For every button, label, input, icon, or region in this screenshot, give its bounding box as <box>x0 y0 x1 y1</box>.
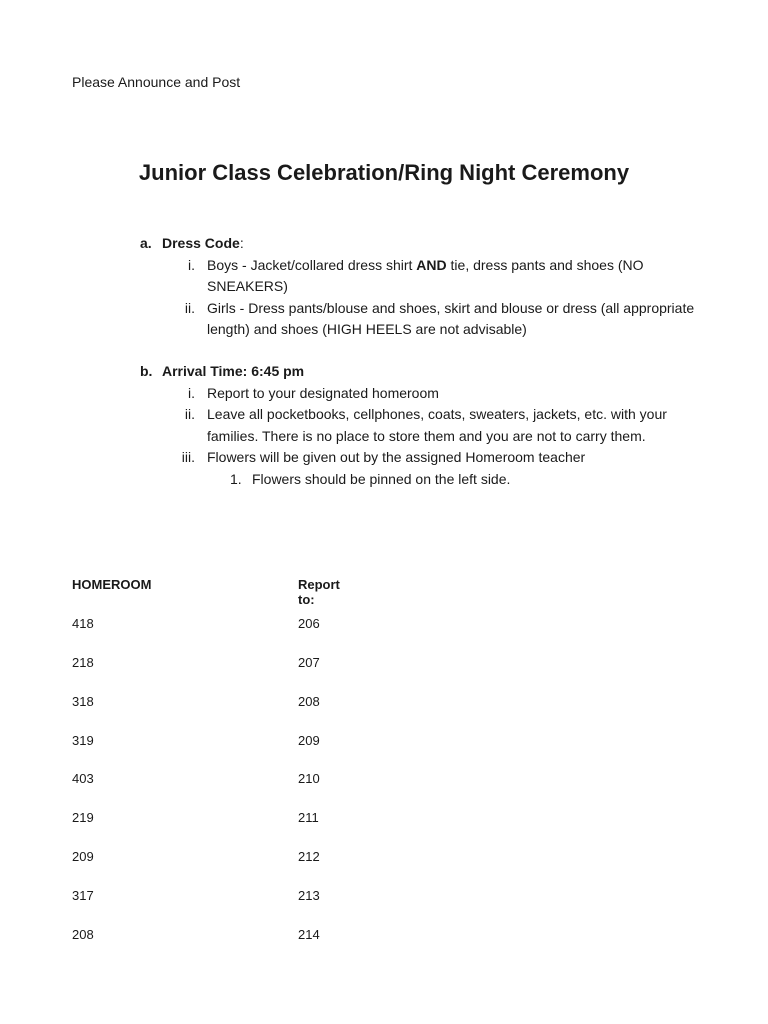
sub-list-marker: 1. <box>230 470 242 487</box>
homeroom-cell: 317 <box>72 888 94 904</box>
section-marker: b. <box>140 363 153 379</box>
homeroom-cell: 208 <box>72 927 94 943</box>
item-text-after: tie, dress pants and shoes (NO SNEAKERS) <box>207 256 644 294</box>
homeroom-cell: 218 <box>72 654 94 670</box>
column-header-report-to: Report to: <box>298 577 340 607</box>
report-to-cell: 213 <box>298 888 320 904</box>
homeroom-cell: 209 <box>72 849 94 865</box>
report-to-cell: 208 <box>298 693 320 709</box>
list-item <box>140 298 700 341</box>
report-to-cell: 209 <box>298 732 320 748</box>
dress-code-section <box>140 233 700 341</box>
section-heading <box>140 361 700 383</box>
item-text-before: Boys - Jacket/collared dress shirt <box>207 256 417 273</box>
section-heading-text: Dress Code <box>162 235 240 251</box>
announce-line: Please Announce and Post <box>72 74 241 90</box>
list-marker: ii. <box>184 299 195 316</box>
document-title: Junior Class Celebration/Ring Night Ceremony <box>138 160 630 185</box>
arrival-time-section <box>140 361 700 490</box>
sub-list-item <box>140 469 700 491</box>
section-heading-suffix: : <box>239 235 244 251</box>
list-item <box>140 255 700 298</box>
item-text: Leave all pocketbooks, cellphones, coats, sweaters, jackets, etc. with your families. There is no place to store them and you are not to carry them. <box>207 406 667 444</box>
homeroom-cell: 418 <box>72 615 94 631</box>
homeroom-cell: 219 <box>72 810 94 826</box>
sub-item-text: Flowers should be pinned on the left side. <box>252 470 511 487</box>
section-heading-text: Arrival Time: 6:45 pm <box>162 363 305 379</box>
list-item <box>140 447 700 469</box>
list-marker: iii. <box>181 449 195 465</box>
report-to-cell: 207 <box>298 654 320 670</box>
list-marker: ii. <box>184 406 195 422</box>
item-text-bold: AND <box>416 256 447 273</box>
report-to-cell: 214 <box>298 927 320 943</box>
homeroom-cell: 318 <box>72 693 94 709</box>
section-heading <box>140 233 700 255</box>
report-to-cell: 210 <box>298 771 320 787</box>
section-marker: a. <box>140 235 152 251</box>
report-to-cell: 211 <box>298 810 319 826</box>
list-marker: i. <box>188 384 195 401</box>
item-text: Flowers will be given out by the assigned Homeroom teacher <box>207 449 586 465</box>
item-text: Girls - Dress pants/blouse and shoes, skirt and blouse or dress (all appropriate length) and shoes (HIGH HEELS are not advisable) <box>207 299 695 337</box>
report-to-cell: 212 <box>298 849 320 865</box>
column-header-homeroom: HOMEROOM <box>72 577 152 592</box>
homeroom-cell: 319 <box>72 732 94 748</box>
item-text: Report to your designated homeroom <box>207 384 439 401</box>
report-to-cell: 206 <box>298 615 320 631</box>
homeroom-cell: 403 <box>72 771 94 787</box>
list-marker: i. <box>188 256 195 273</box>
list-item <box>140 383 700 405</box>
list-item <box>140 404 700 447</box>
